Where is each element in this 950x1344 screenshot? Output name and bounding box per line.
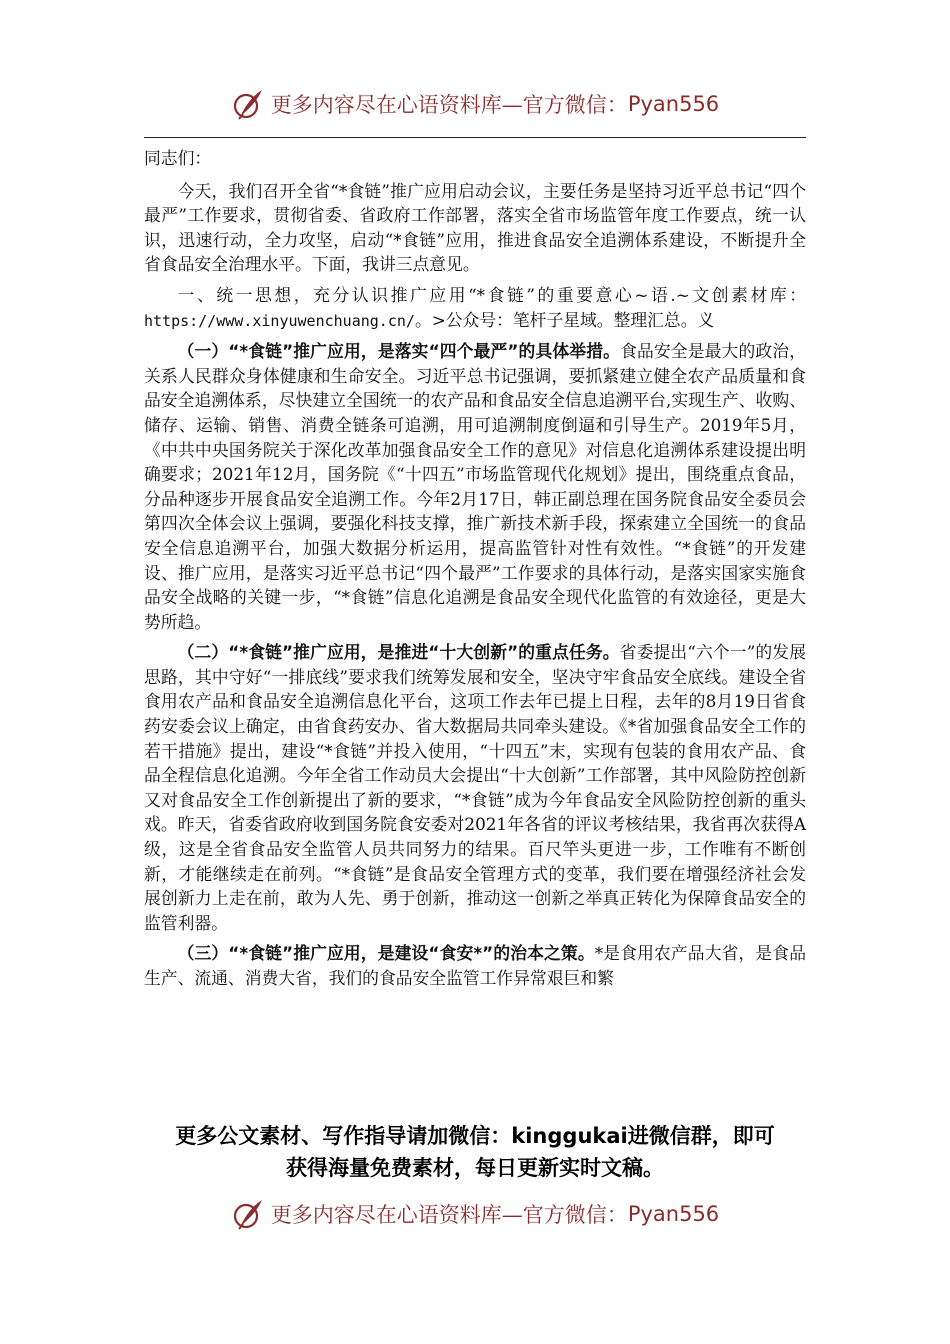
footer-banner xyxy=(0,1192,950,1236)
point-1-body: 食品安全是最大的政治，关系人民群众身体健康和生命安全。习近平总书记强调，要抓紧建立健全农产品质量和食品安全追溯体系，尽快建立全国统一的农产品和食品安全信息追溯平台,实现生产、收购、储存、运输、销售、消费全链条可追溯，用可追溯制度倒逼和引导生产。2019年5月，《中共中央国务院关于深化改革加强食品安全工作的意见》对信息化追溯体系建设提出明确要求；2021年12月，国务院《“十四五”市场监管现代化规划》提出，围绕重点食品，分品种逐步开展食品安全追溯工作。今年2月17日，韩正副总理在国务院食品安全委员会第四次全体会议上强调，要强化科技支撑，推广新技术新手段，探索建立全国统一的食品安全信息追溯平台，加强大数据分析运用，提高监管针对性有效性。“*食链”的开发建设、推广应用，是落实习近平总书记“四个最严”工作要求的具体行动，是落实国家实施食品安全战略的关键一步，“*食链”信息化追溯是食品安全现代化监管的有效途径，更是大势所趋。 xyxy=(144,341,806,632)
header-divider xyxy=(144,137,806,138)
wechat-id: Pyan556 xyxy=(627,92,720,116)
banner-text: 更多内容尽在心语资料库—官方微信： xyxy=(270,93,628,117)
source-url: https://www.xinyuwenchuang.cn/ xyxy=(144,311,415,330)
intro-paragraph: 今天，我们召开全省“*食链”推广应用启动会议，主要任务是坚持习近平总书记“四个最严”工作要求，贯彻省委、省政府工作部署，落实全省市场监管年度工作要点，统一认识，迅速行动，全力攻坚，启动“*食链”应用，推进食品安全追溯体系建设，不断提升全省食品安全治理水平。下面，我讲三点意见。 xyxy=(144,180,806,275)
quill-pen-icon xyxy=(231,87,265,121)
header-banner xyxy=(0,82,950,126)
footer-wechat-id: Pyan556 xyxy=(627,1202,720,1226)
point-3-title: （三）“*食链”推广应用，是建设“食安*”的治本之策。 xyxy=(177,943,595,964)
promo-line-2: 获得海量免费素材，每日更新实时文稿。 xyxy=(286,1156,664,1180)
point-2-paragraph xyxy=(144,640,806,935)
promo-block xyxy=(90,1120,860,1184)
point-2-title: （二）“*食链”推广应用，是推进“十大创新”的重点任务。 xyxy=(177,642,620,663)
section-heading-text: 一、统一思想，充分认识推广应用“*食链”的重要意心~语.~文创素材库： xyxy=(177,284,806,305)
point-1-title: （一）“*食链”推广应用，是落实“四个最严”的具体举措。 xyxy=(177,341,621,362)
document-body xyxy=(144,146,806,997)
footer-banner-text: 更多内容尽在心语资料库—官方微信： xyxy=(270,1203,628,1227)
point-1-paragraph xyxy=(144,339,806,634)
section-heading xyxy=(144,283,806,333)
point-3-body: *是食用农产品大省，是食品生产、流通、消费大省，我们的食品安全监管工作异常艰巨和繁 xyxy=(144,943,806,988)
salutation: 同志们： xyxy=(144,148,212,168)
quill-pen-icon xyxy=(231,1197,265,1231)
section-heading-tail: 。>公众号：笔杆子星域。整理汇总。义 xyxy=(414,309,715,330)
promo-line-1: 更多公文素材、写作指导请加微信：kinggukai进微信群，即可 xyxy=(175,1124,775,1148)
point-3-paragraph xyxy=(144,941,806,990)
point-2-body: 省委提出“六个一”的发展思路，其中守好“一排底线”要求我们统筹发展和安全，坚决守牢食品安全底线。建设全省食用农产品和食品安全追溯信息化平台，这项工作去年已提上日程，去年的8月19日省食药安委会议上确定，由省食药安办、省大数据局共同牵头建设。《*省加强食品安全工作的若干措施》提出，建设“*食链”并投入使用，“十四五”末，实现有包装的食用农产品、食品全程信息化追溯。今年全省工作动员大会提出“十大创新”工作部署，其中风险防控创新又对食品安全工作创新提出了新的要求，“*食链”成为今年食品安全风险防控创新的重头戏。昨天，省委省政府收到国务院食安委对2021年各省的评议考核结果，我省再次获得A级，这是全省食品安全监管人员共同努力的结果。百尺竿头更进一步，工作唯有不断创新，才能继续走在前列。“*食链”是食品安全管理方式的变革，我们要在增强经济社会发展创新力上走在前，敢为人先、勇于创新，推动这一创新之举真正转化为保障食品安全的监管利器。 xyxy=(144,642,806,933)
